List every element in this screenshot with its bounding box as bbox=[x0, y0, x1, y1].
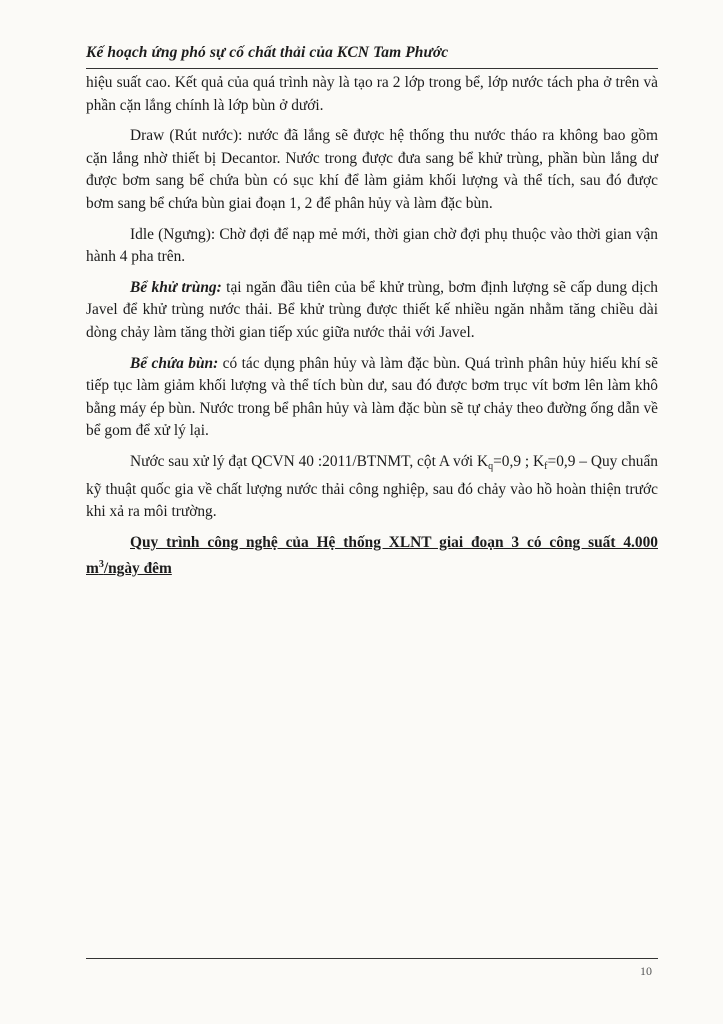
paragraph-continuation: hiệu suất cao. Kết quả của quá trình này là tạo ra 2 lớp trong bể, lớp nước tách pha ở trên và phần cặn lắng chính là lớp bùn ở dưới. bbox=[86, 74, 658, 114]
standard-text-a: Nước sau xử lý đạt QCVN 40 :2011/BTNMT, cột A với K bbox=[130, 452, 489, 470]
page-number: 10 bbox=[640, 964, 652, 978]
disinfection-tank-text: tại ngăn đầu tiên của bể khử trùng, bơm định lượng sẽ cấp dung dịch Javel để khử trùng nước thải. Bể khử trùng được thiết kế nhiều ngăn nhằm tăng chiều dài dòng chảy làm tăng thời gian tiếp xúc giữa nước thải với Javel. bbox=[86, 278, 658, 341]
standard-text-c: =0,9 – Quy chuẩn kỹ thuật quốc gia về chất lượng nước thải công nghiệp, sau đó chảy vào hồ hoàn thiện trước khi xả ra môi trường. bbox=[86, 452, 658, 521]
document-body bbox=[86, 72, 658, 589]
page-header-title: Kế hoạch ứng phó sự cố chất thải của KCN Tam Phước bbox=[86, 44, 449, 61]
subscript-q: q bbox=[488, 460, 494, 472]
superscript-3: 3 bbox=[98, 559, 104, 571]
disinfection-tank-term: Bể khử trùng: bbox=[130, 278, 222, 296]
subscript-f: f bbox=[544, 460, 548, 472]
header-divider bbox=[86, 68, 658, 69]
standard-text-b: =0,9 ; K bbox=[493, 452, 545, 470]
sludge-tank-text: có tác dụng phân hủy và làm đặc bùn. Quá trình phân hủy hiếu khí sẽ tiếp tục làm giảm khối lượng và thể tích bùn dư, sau đó được bơm trục vít bơm lên làm khô bằng máy ép bùn. Nước trong bể phân hủy và làm đặc bùn sẽ tự chảy theo đường ống dẫn về bể gom để xử lý lại. bbox=[86, 354, 658, 440]
paragraph-standard bbox=[86, 451, 658, 524]
paragraph-disinfection-tank bbox=[86, 277, 658, 345]
paragraph-sludge-tank bbox=[86, 353, 658, 443]
footer-divider bbox=[86, 958, 658, 959]
paragraph-draw: Draw (Rút nước): nước đã lắng sẽ được hệ thống thu nước tháo ra không bao gồm cặn lắng nhờ thiết bị Decantor. Nước trong được đưa sang bể khử trùng, phần bùn lắng dư được bơm sang bể chứa bùn có sục khí để làm giảm khối lượng và thể tích, sau đó được bơm sang bể chứa bùn giai đoạn 1, 2 để phân hủy và làm đặc bùn. bbox=[86, 127, 658, 212]
paragraph-idle: Idle (Ngưng): Chờ đợi để nạp mẻ mới, thời gian chờ đợi phụ thuộc vào thời gian vận hành 4 pha trên. bbox=[86, 225, 658, 266]
heading-text-a: Quy trình công nghệ của Hệ thống XLNT giai đoạn 3 có công suất 4.000 m bbox=[86, 533, 658, 578]
sludge-tank-term: Bể chứa bùn: bbox=[130, 354, 219, 372]
section-heading bbox=[86, 532, 658, 581]
heading-text-b: /ngày đêm bbox=[103, 560, 172, 578]
